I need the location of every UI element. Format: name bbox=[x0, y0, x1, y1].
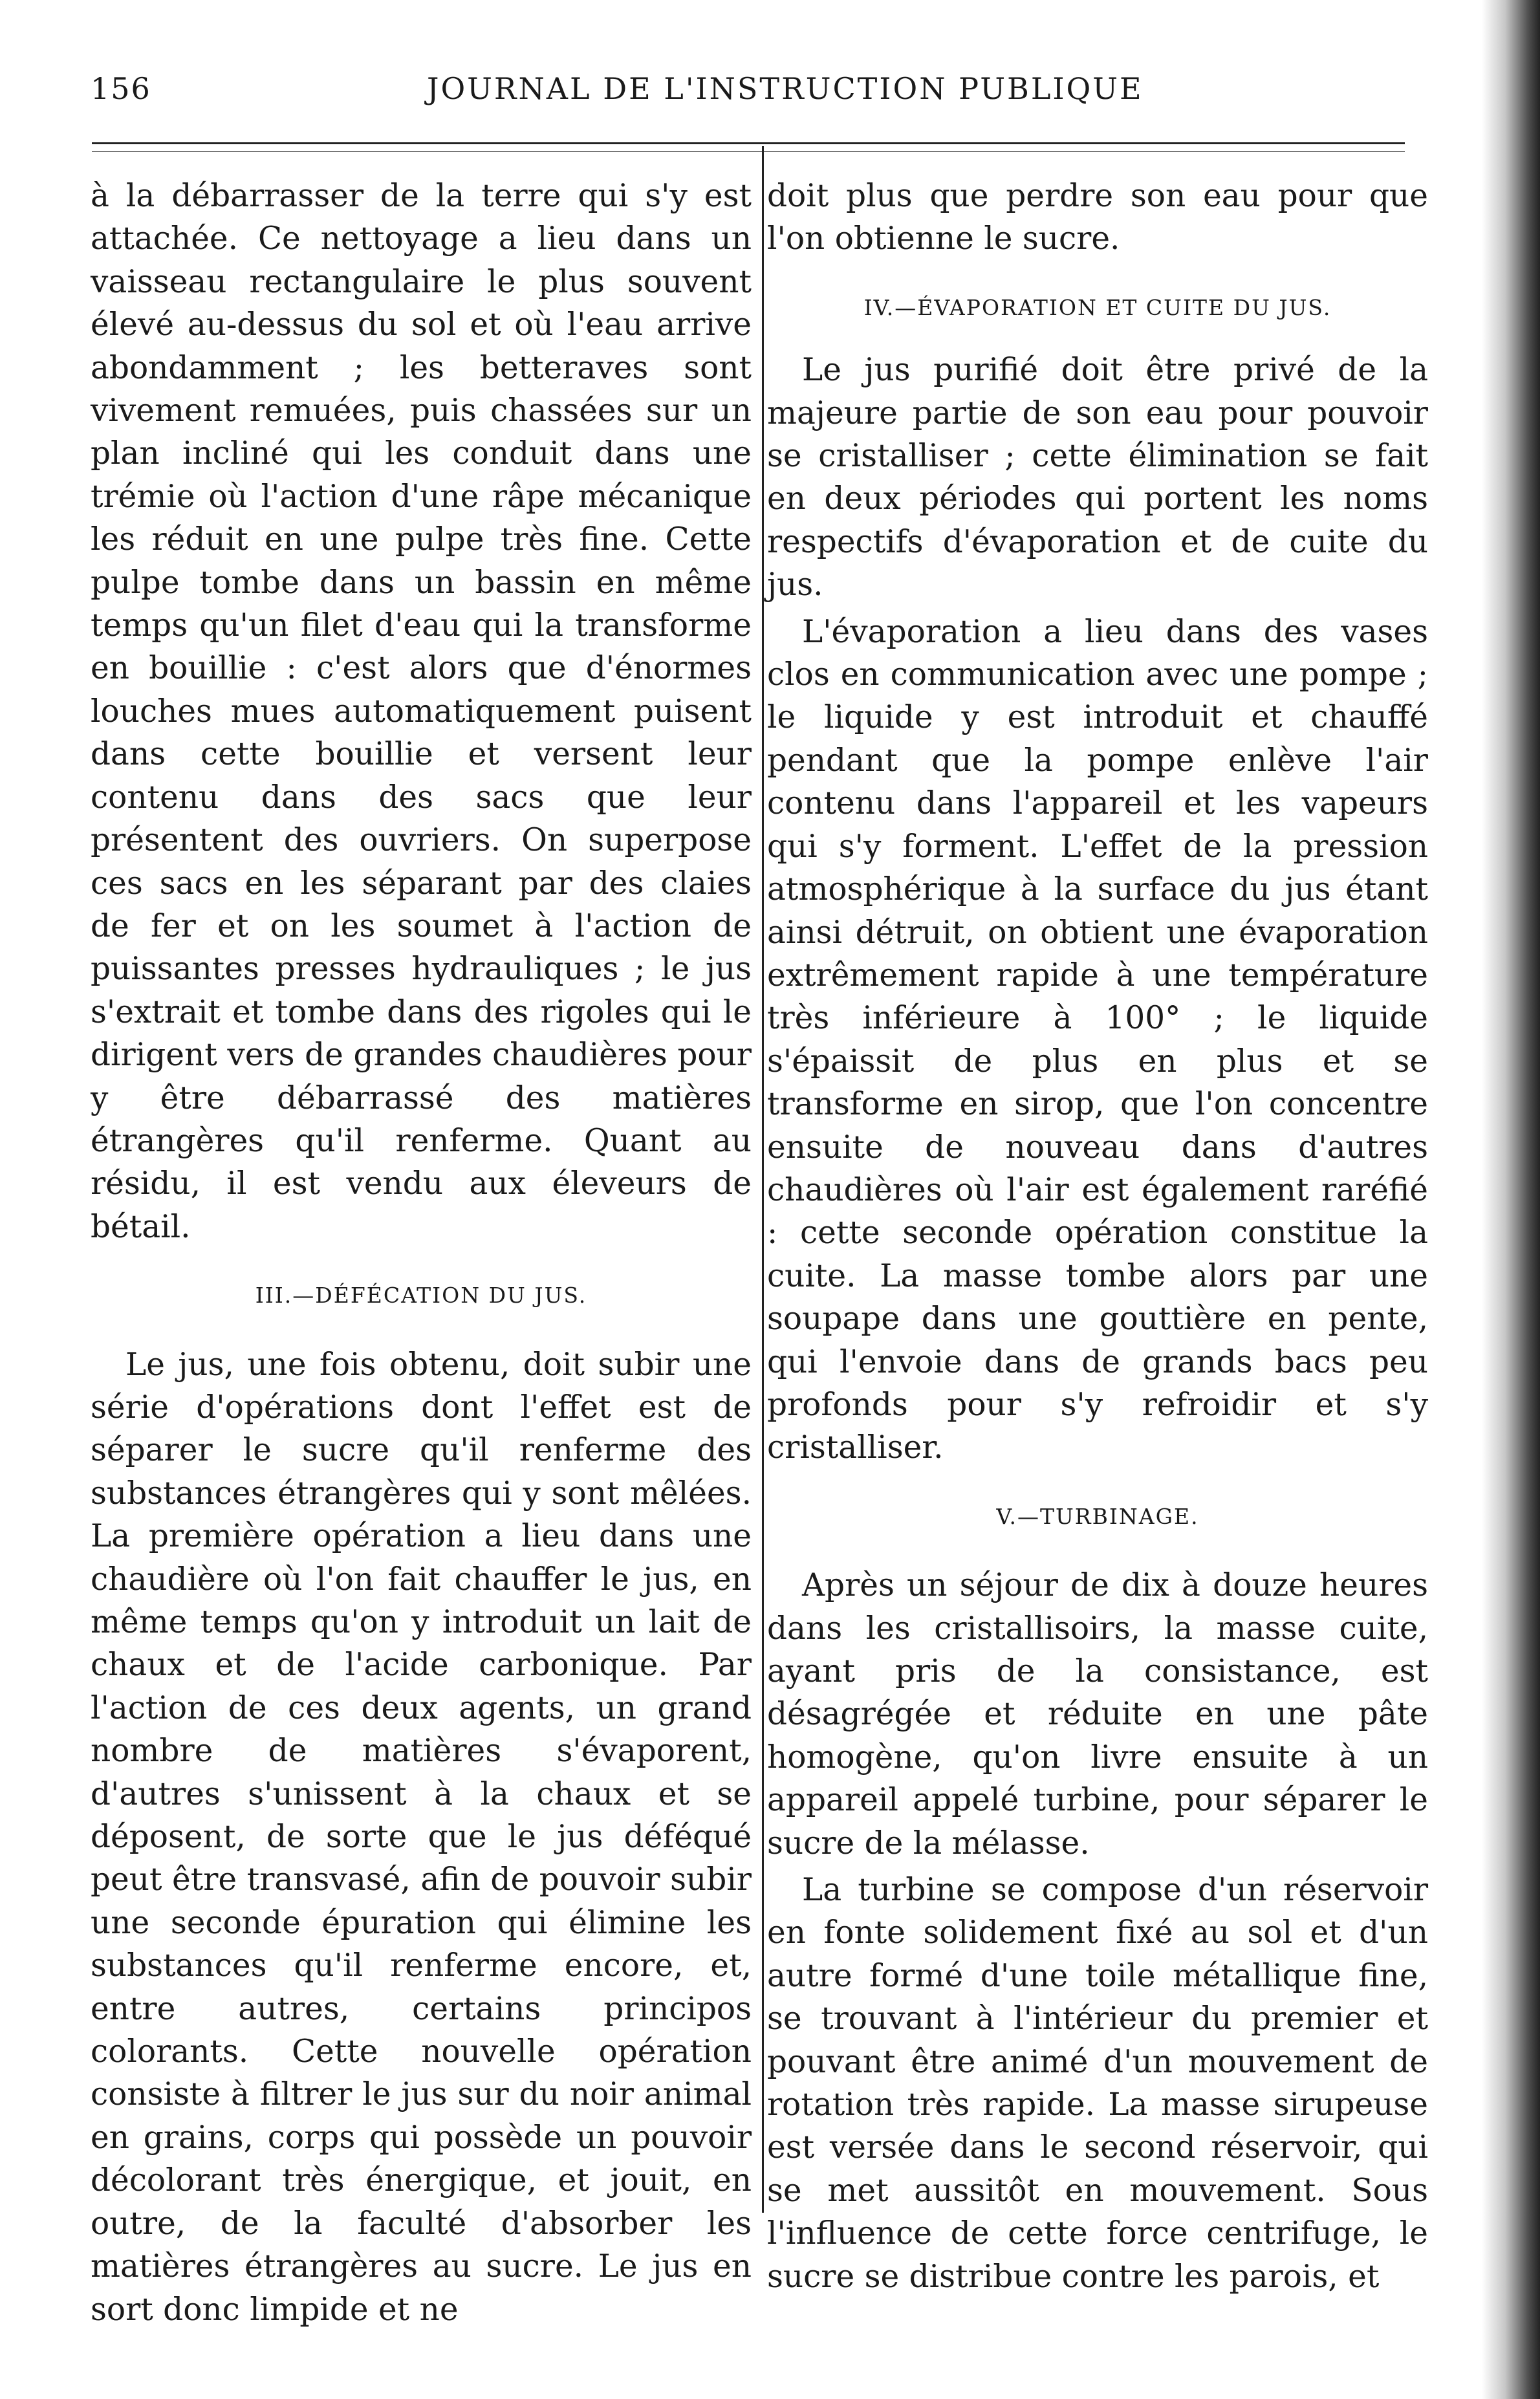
section-heading-turbinage: V.—TURBINAGE. bbox=[996, 1503, 1199, 1529]
paragraph: à la débarrasser de la terre qui s'y est attachée. Ce nettoyage a lieu dans un vaisseau rectangulaire le plus souvent élevé au-dessus du sol et où l'eau arrive abondamment ; les betteraves sont vivement remuées, puis chassées sur un plan incliné qui les conduit dans une trémie où l'action d'une râpe mécanique les réduit en une pulpe très fine. Cette pulpe tombe dans un bassin en même temps qu'un filet d'eau qui la transforme en bouillie : c'est alors que d'énormes louches mues automatiquement puisent dans cette bouillie et versent leur contenu dans des sacs que leur présentent des ouvriers. On superpose ces sacs en les séparant par des claies de fer et on les soumet à l'action de puissantes presses hydrauliques ; le jus s'extrait et tombe dans des rigoles qui le dirigent vers de grandes chaudières pour y être débarrassé des matières étrangères qu'il renferme. Quant au résidu, il est vendu aux éleveurs de bétail. bbox=[91, 178, 752, 1245]
paragraph: doit plus que perdre son eau pour que l'on obtienne le sucre. bbox=[767, 178, 1428, 257]
page-header bbox=[91, 71, 1203, 116]
paragraph: Le jus purifié doit être privé de la majeure partie de son eau pour pouvoir se cristalliser ; cette élimination se fait en deux périodes qui portent les noms respectifs d'évaporation et de cuite du jus. bbox=[767, 352, 1428, 603]
running-title: JOURNAL DE L'INSTRUCTION PUBLIQUE bbox=[427, 71, 1144, 106]
header-rule bbox=[92, 142, 1405, 144]
paragraph: La turbine se compose d'un réservoir en fonte solidement fixé au sol et d'un autre formé d'une toile métallique fine, se trouvant à l'intérieur du premier et pouvant être animé d'un mouvement de rotation très rapide. La masse sirupeuse est versée dans le second réservoir, qui se met aussitôt en mouvement. Sous l'influence de cette force centrifuge, le sucre se distribue contre les parois, et bbox=[767, 1872, 1428, 2295]
right-column bbox=[767, 175, 1428, 2298]
section-heading-evaporation: IV.—ÉVAPORATION ET CUITE DU JUS. bbox=[863, 294, 1332, 320]
scan-edge-shadow bbox=[1482, 0, 1540, 2399]
header-rule-thin bbox=[92, 151, 1405, 152]
paragraph: L'évaporation a lieu dans des vases clos en communication avec une pompe ; le liquide y est introduit et chauffé pendant que la pompe enlève l'air contenu dans l'appareil et les vapeurs qui s'y forment. L'effet de la pression atmosphérique à la surface du jus étant ainsi détruit, on obtient une évaporation extrêmement rapide à une température très inférieure à 100° ; le liquide s'épaissit de plus en plus et se transforme en sirop, que l'on concentre ensuite de nouveau dans d'autres chaudières où l'air est également raréfié : cette seconde opération constitue la cuite. La masse tombe alors par une soupape dans une gouttière en pente, qui l'envoie dans de grands bacs peu profonds pour s'y refroidir et s'y cristalliser. bbox=[767, 613, 1428, 1466]
left-column bbox=[91, 175, 752, 2331]
paragraph: Après un séjour de dix à douze heures dans les cristallisoirs, la masse cuite, ayant pris de la consistance, est désagrégée et réduite en une pâte homogène, qu'on livre ensuite à un appareil appelé turbine, pour séparer le sucre de la mélasse. bbox=[767, 1567, 1428, 1862]
column-divider bbox=[762, 146, 764, 2213]
page-number: 156 bbox=[91, 71, 151, 106]
paragraph: Le jus, une fois obtenu, doit subir une série d'opérations dont l'effet est de séparer le sucre qu'il renferme des substances étrangères qui y sont mêlées. La première opération a lieu dans une chaudière où l'on fait chauffer le jus, en même temps qu'on y introduit un lait de chaux et de l'acide carbonique. Par l'action de ces deux agents, un grand nombre de matières s'évaporent, d'autres s'unissent à la chaux et se déposent, de sorte que le jus déféqué peut être transvasé, afin de pouvoir subir une seconde épuration qui élimine les substances qu'il renferme encore, et, entre autres, certains principos colorants. Cette nouvelle opération consiste à filtrer le jus sur du noir animal en grains, corps qui possède un pouvoir décolorant très énergique, et jouit, en outre, de la faculté d'absorber les matières étrangères au sucre. Le jus en sort donc limpide et ne bbox=[91, 1346, 752, 2328]
section-heading-defecation: III.—DÉFÉCATION DU JUS. bbox=[255, 1283, 587, 1308]
